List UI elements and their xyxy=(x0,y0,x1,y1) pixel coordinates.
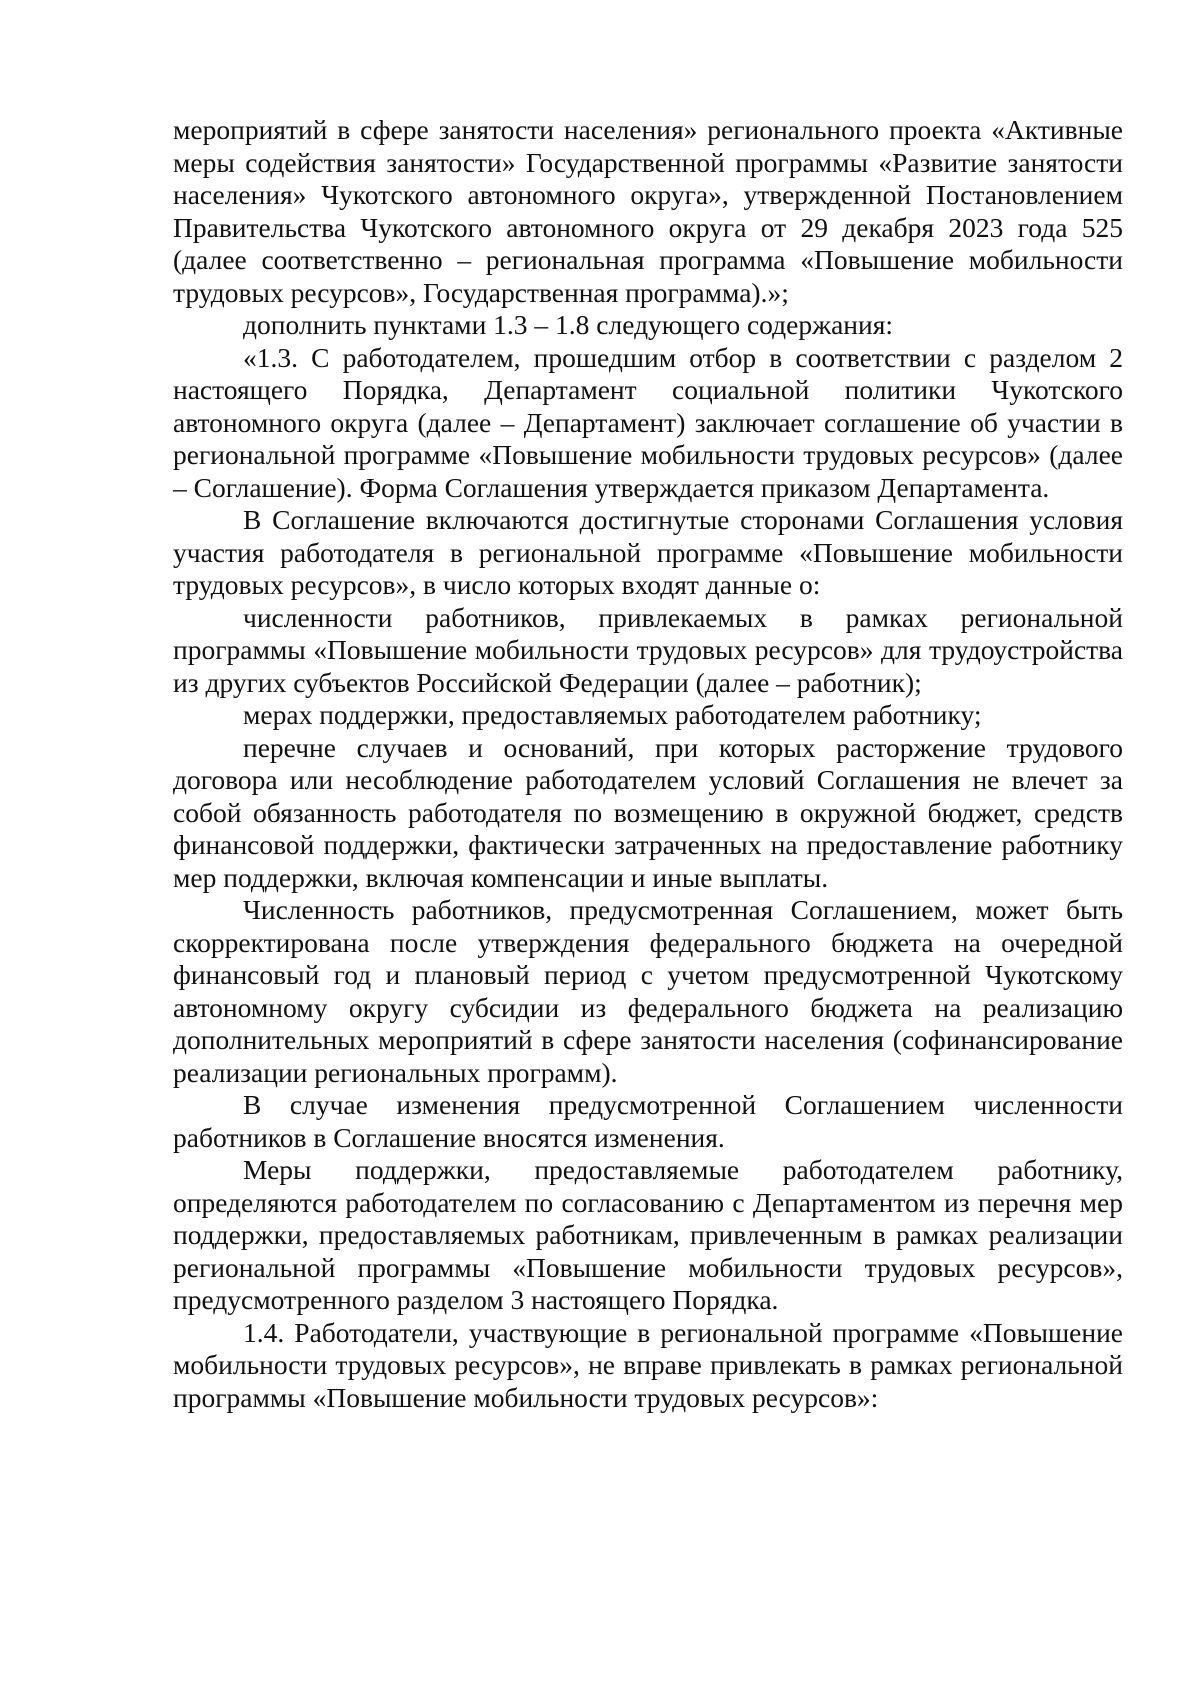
paragraph-clause-1-4: 1.4. Работодатели, участвующие в региональной программе «Повышение мобильности трудовых ресурсов», не вправе привлекать в рамках региональной программы «Повышение мобильности трудовых ресурсов»: xyxy=(173,1316,1123,1413)
paragraph-headcount-adjustment: Численность работников, предусмотренная Соглашением, может быть скорректирована после утверждения федерального бюджета на очередной финансовый год и плановый период с учетом предусмотренной Чукотскому автономному округу субсидии из федерального бюджета на реализацию дополнительных мероприятий в сфере занятости населения (софинансирование реализации региональных программ). xyxy=(173,894,1123,1088)
paragraph-clause-1-3: «1.3. С работодателем, прошедшим отбор в соответствии с разделом 2 настоящего Порядка, Департамент социальной политики Чукотского автономного округа (далее – Департамент) заключает соглашение об участии в региональной программе «Повышение мобильности трудовых ресурсов» (далее – Соглашение). Форма Соглашения утверждается приказом Департамента. xyxy=(173,341,1123,503)
document-body xyxy=(173,114,1123,1414)
paragraph-support-determination: Меры поддержки, предоставляемые работодателем работнику, определяются работодателем по согласованию с Департаментом из перечня мер поддержки, предоставляемых работникам, привлеченным в рамках реализации региональной программы «Повышение мобильности трудовых ресурсов», предусмотренного разделом 3 настоящего Порядка. xyxy=(173,1154,1123,1315)
paragraph-amendment-intro: дополнить пунктами 1.3 – 1.8 следующего содержания: xyxy=(243,309,893,340)
paragraph-worker-count: численности работников, привлекаемых в рамках региональной программы «Повышение мобильности трудовых ресурсов» для трудоустройства из других субъектов Российской Федерации (далее – работник); xyxy=(173,601,1123,698)
paragraph-termination-cases: перечне случаев и оснований, при которых расторжение трудового договора или несоблюдение работодателем условий Соглашения не влечет за собой обязанность работодателя по возмещению в окружной бюджет, средств финансовой поддержки, фактически затраченных на предоставление работнику мер поддержки, включая компенсации и иные выплаты. xyxy=(173,731,1123,893)
paragraph-support-measures: мерах поддержки, предоставляемых работодателем работнику; xyxy=(243,699,982,730)
paragraph-continuation: мероприятий в сфере занятости населения» регионального проекта «Активные меры содействия занятости» Государственной программы «Развитие занятости населения» Чукотского автономного округа», утвержденной Постановлением Правительства Чукотского автономного округа от 29 декабря 2023 года 525 (далее соответственно – региональная программа «Повышение мобильности трудовых ресурсов», Государственная программа).»; xyxy=(173,114,1123,308)
paragraph-headcount-change: В случае изменения предусмотренной Соглашением численности работников в Соглашение вносятся изменения. xyxy=(173,1089,1123,1153)
paragraph-agreement-conditions: В Соглашение включаются достигнутые сторонами Соглашения условия участия работодателя в региональной программе «Повышение мобильности трудовых ресурсов», в число которых входят данные о: xyxy=(173,504,1123,600)
